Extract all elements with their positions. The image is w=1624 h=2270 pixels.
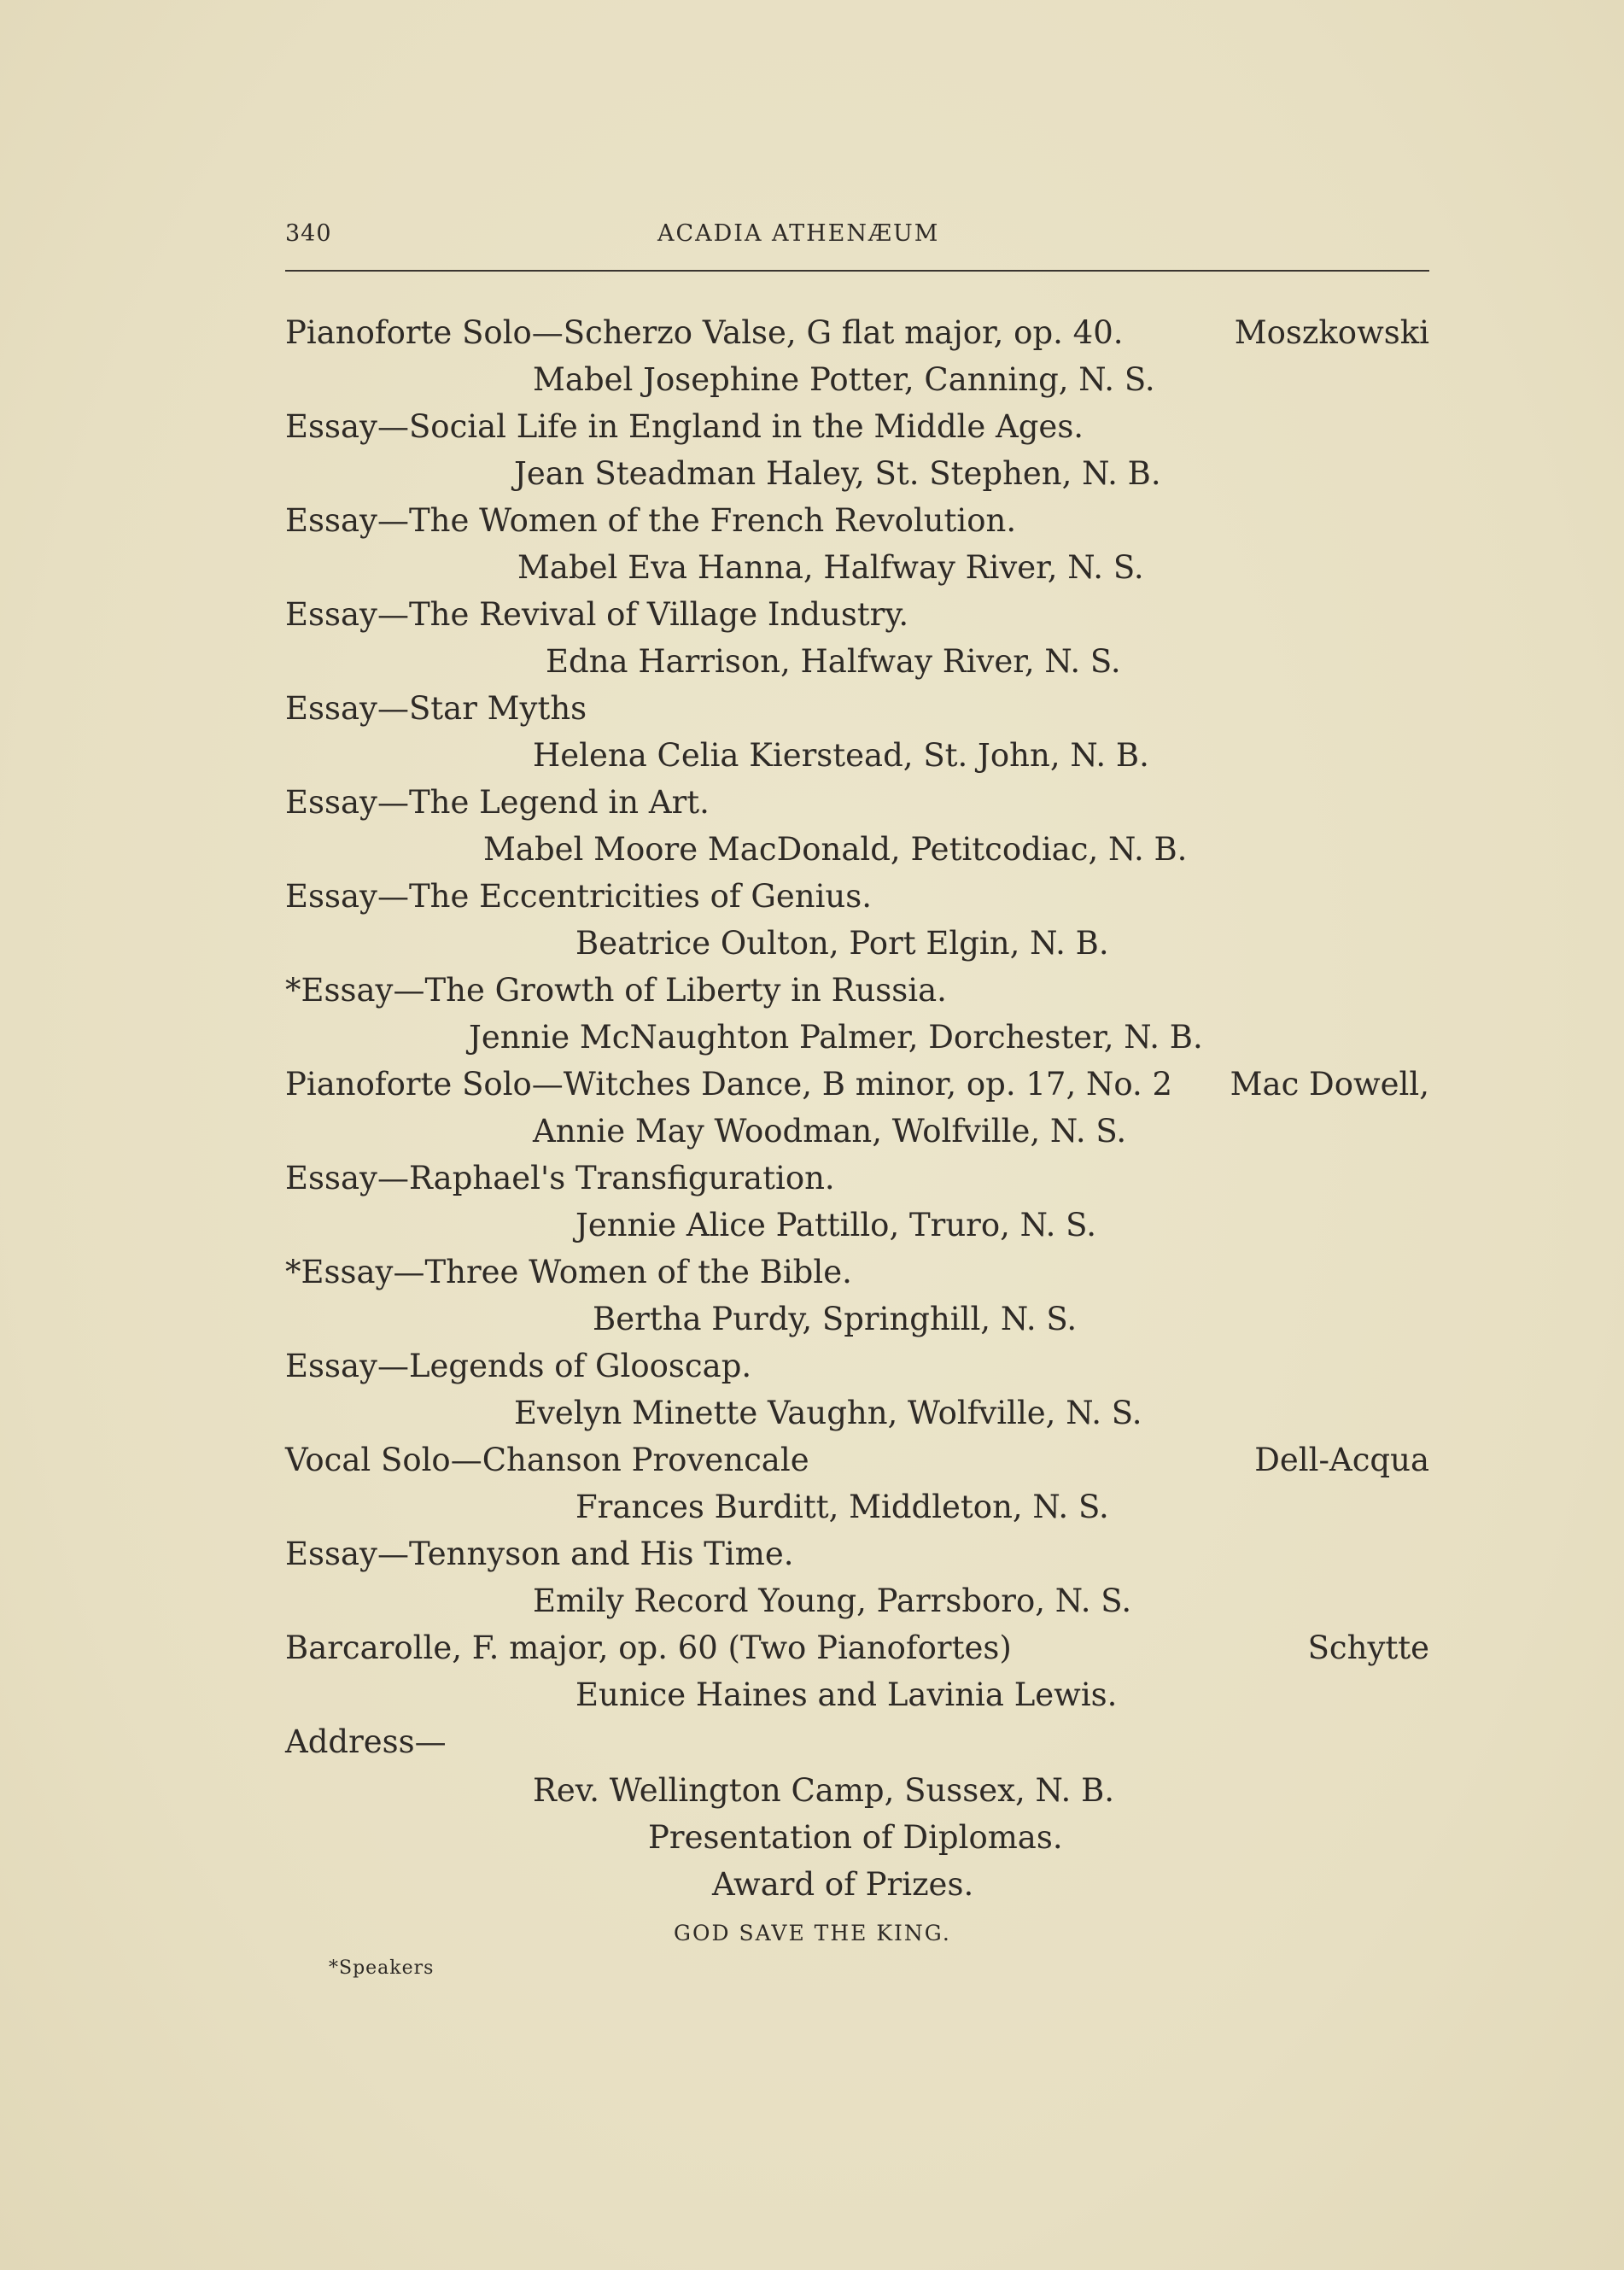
program-item-performer: Emily Record Young, Parrsboro, N. S. <box>533 1583 1132 1619</box>
program-item-title <box>285 1343 1429 1389</box>
item-title-text: Essay—Social Life in England in the Middle Ages. <box>285 408 1084 445</box>
program-item-performer: Rev. Wellington Camp, Sussex, N. B. <box>533 1772 1115 1809</box>
composer-name: Moszkowski <box>1234 314 1429 351</box>
composer-name: Mac Dowell, <box>1230 1066 1429 1103</box>
item-title-text: Pianoforte Solo—Witches Dance, B minor, op. 17, No. 2 <box>285 1066 1173 1103</box>
program-item-performer: Jennie McNaughton Palmer, Dorchester, N. B. <box>469 1019 1203 1056</box>
footnote: *Speakers <box>329 1957 435 1979</box>
item-title-text: Pianoforte Solo—Scherzo Valse, G flat major, op. 40. <box>285 314 1124 351</box>
program-list <box>285 309 1429 1959</box>
program-item-title <box>285 1624 1429 1671</box>
header-rule <box>285 270 1429 272</box>
program-item-title <box>285 1718 1429 1765</box>
item-title-text: *Essay—Three Women of the Bible. <box>285 1254 852 1290</box>
program-item-title <box>285 403 1429 450</box>
program-item-title <box>285 309 1429 356</box>
program-item-performer: Mabel Josephine Potter, Canning, N. S. <box>533 361 1155 398</box>
program-item-performer: Mabel Moore MacDonald, Petitcodiac, N. B. <box>483 831 1188 868</box>
item-title-text: Essay—The Women of the French Revolution. <box>285 502 1017 539</box>
program-item-performer: Annie May Woodman, Wolfville, N. S. <box>533 1113 1127 1150</box>
item-title-text: Essay—The Revival of Village Industry. <box>285 596 909 633</box>
item-title-text: Vocal Solo—Chanson Provencale <box>285 1442 809 1478</box>
program-item-title <box>285 779 1429 826</box>
program-item-title <box>285 1155 1429 1202</box>
item-title-text: Essay—Tennyson and His Time. <box>285 1536 794 1572</box>
program-item-performer: Beatrice Oulton, Port Elgin, N. B. <box>575 925 1109 962</box>
program-item-title <box>285 967 1429 1014</box>
item-title-text: Essay—Star Myths <box>285 690 587 727</box>
item-title-text: Barcarolle, F. major, op. 60 (Two Pianofortes) <box>285 1629 1012 1666</box>
item-title-text: Essay—The Eccentricities of Genius. <box>285 878 873 915</box>
program-item-performer: Frances Burditt, Middleton, N. S. <box>575 1489 1109 1525</box>
program-item-performer: Jean Steadman Haley, St. Stephen, N. B. <box>514 455 1161 492</box>
item-title-text: Address— <box>285 1723 447 1760</box>
closing-item: Presentation of Diplomas. <box>648 1819 1063 1856</box>
program-item-performer: Jennie Alice Pattillo, Truro, N. S. <box>575 1207 1096 1243</box>
program-item-performer: Mabel Eva Hanna, Halfway River, N. S. <box>517 549 1144 586</box>
program-item-title <box>285 685 1429 732</box>
closing-anthem: GOD SAVE THE KING. <box>674 1921 951 1945</box>
item-title-text: *Essay—The Growth of Liberty in Russia. <box>285 972 947 1009</box>
item-title-text: Essay—Legends of Glooscap. <box>285 1348 752 1384</box>
item-title-text: Essay—Raphael's Transfiguration. <box>285 1160 835 1196</box>
program-item-performer: Edna Harrison, Halfway River, N. S. <box>546 643 1121 680</box>
program-item-title <box>285 1436 1429 1483</box>
composer-name: Dell-Acqua <box>1254 1442 1429 1478</box>
item-title-text: Essay—The Legend in Art. <box>285 784 710 821</box>
program-item-title <box>285 1249 1429 1296</box>
closing-item: Award of Prizes. <box>712 1866 974 1903</box>
running-head <box>0 220 1624 254</box>
program-item-title <box>285 1530 1429 1577</box>
program-item-title <box>285 1061 1429 1108</box>
program-item-title <box>285 873 1429 920</box>
program-item-performer: Eunice Haines and Lavinia Lewis. <box>575 1676 1118 1713</box>
journal-title: ACADIA ATHENÆUM <box>657 220 940 247</box>
program-item-performer: Bertha Purdy, Springhill, N. S. <box>593 1301 1078 1337</box>
program-item-performer: Helena Celia Kierstead, St. John, N. B. <box>533 737 1149 774</box>
program-item-title <box>285 591 1429 638</box>
page-number: 340 <box>285 220 332 247</box>
program-item-performer: Evelyn Minette Vaughn, Wolfville, N. S. <box>514 1395 1142 1431</box>
program-item-title <box>285 497 1429 544</box>
composer-name: Schytte <box>1307 1629 1429 1666</box>
